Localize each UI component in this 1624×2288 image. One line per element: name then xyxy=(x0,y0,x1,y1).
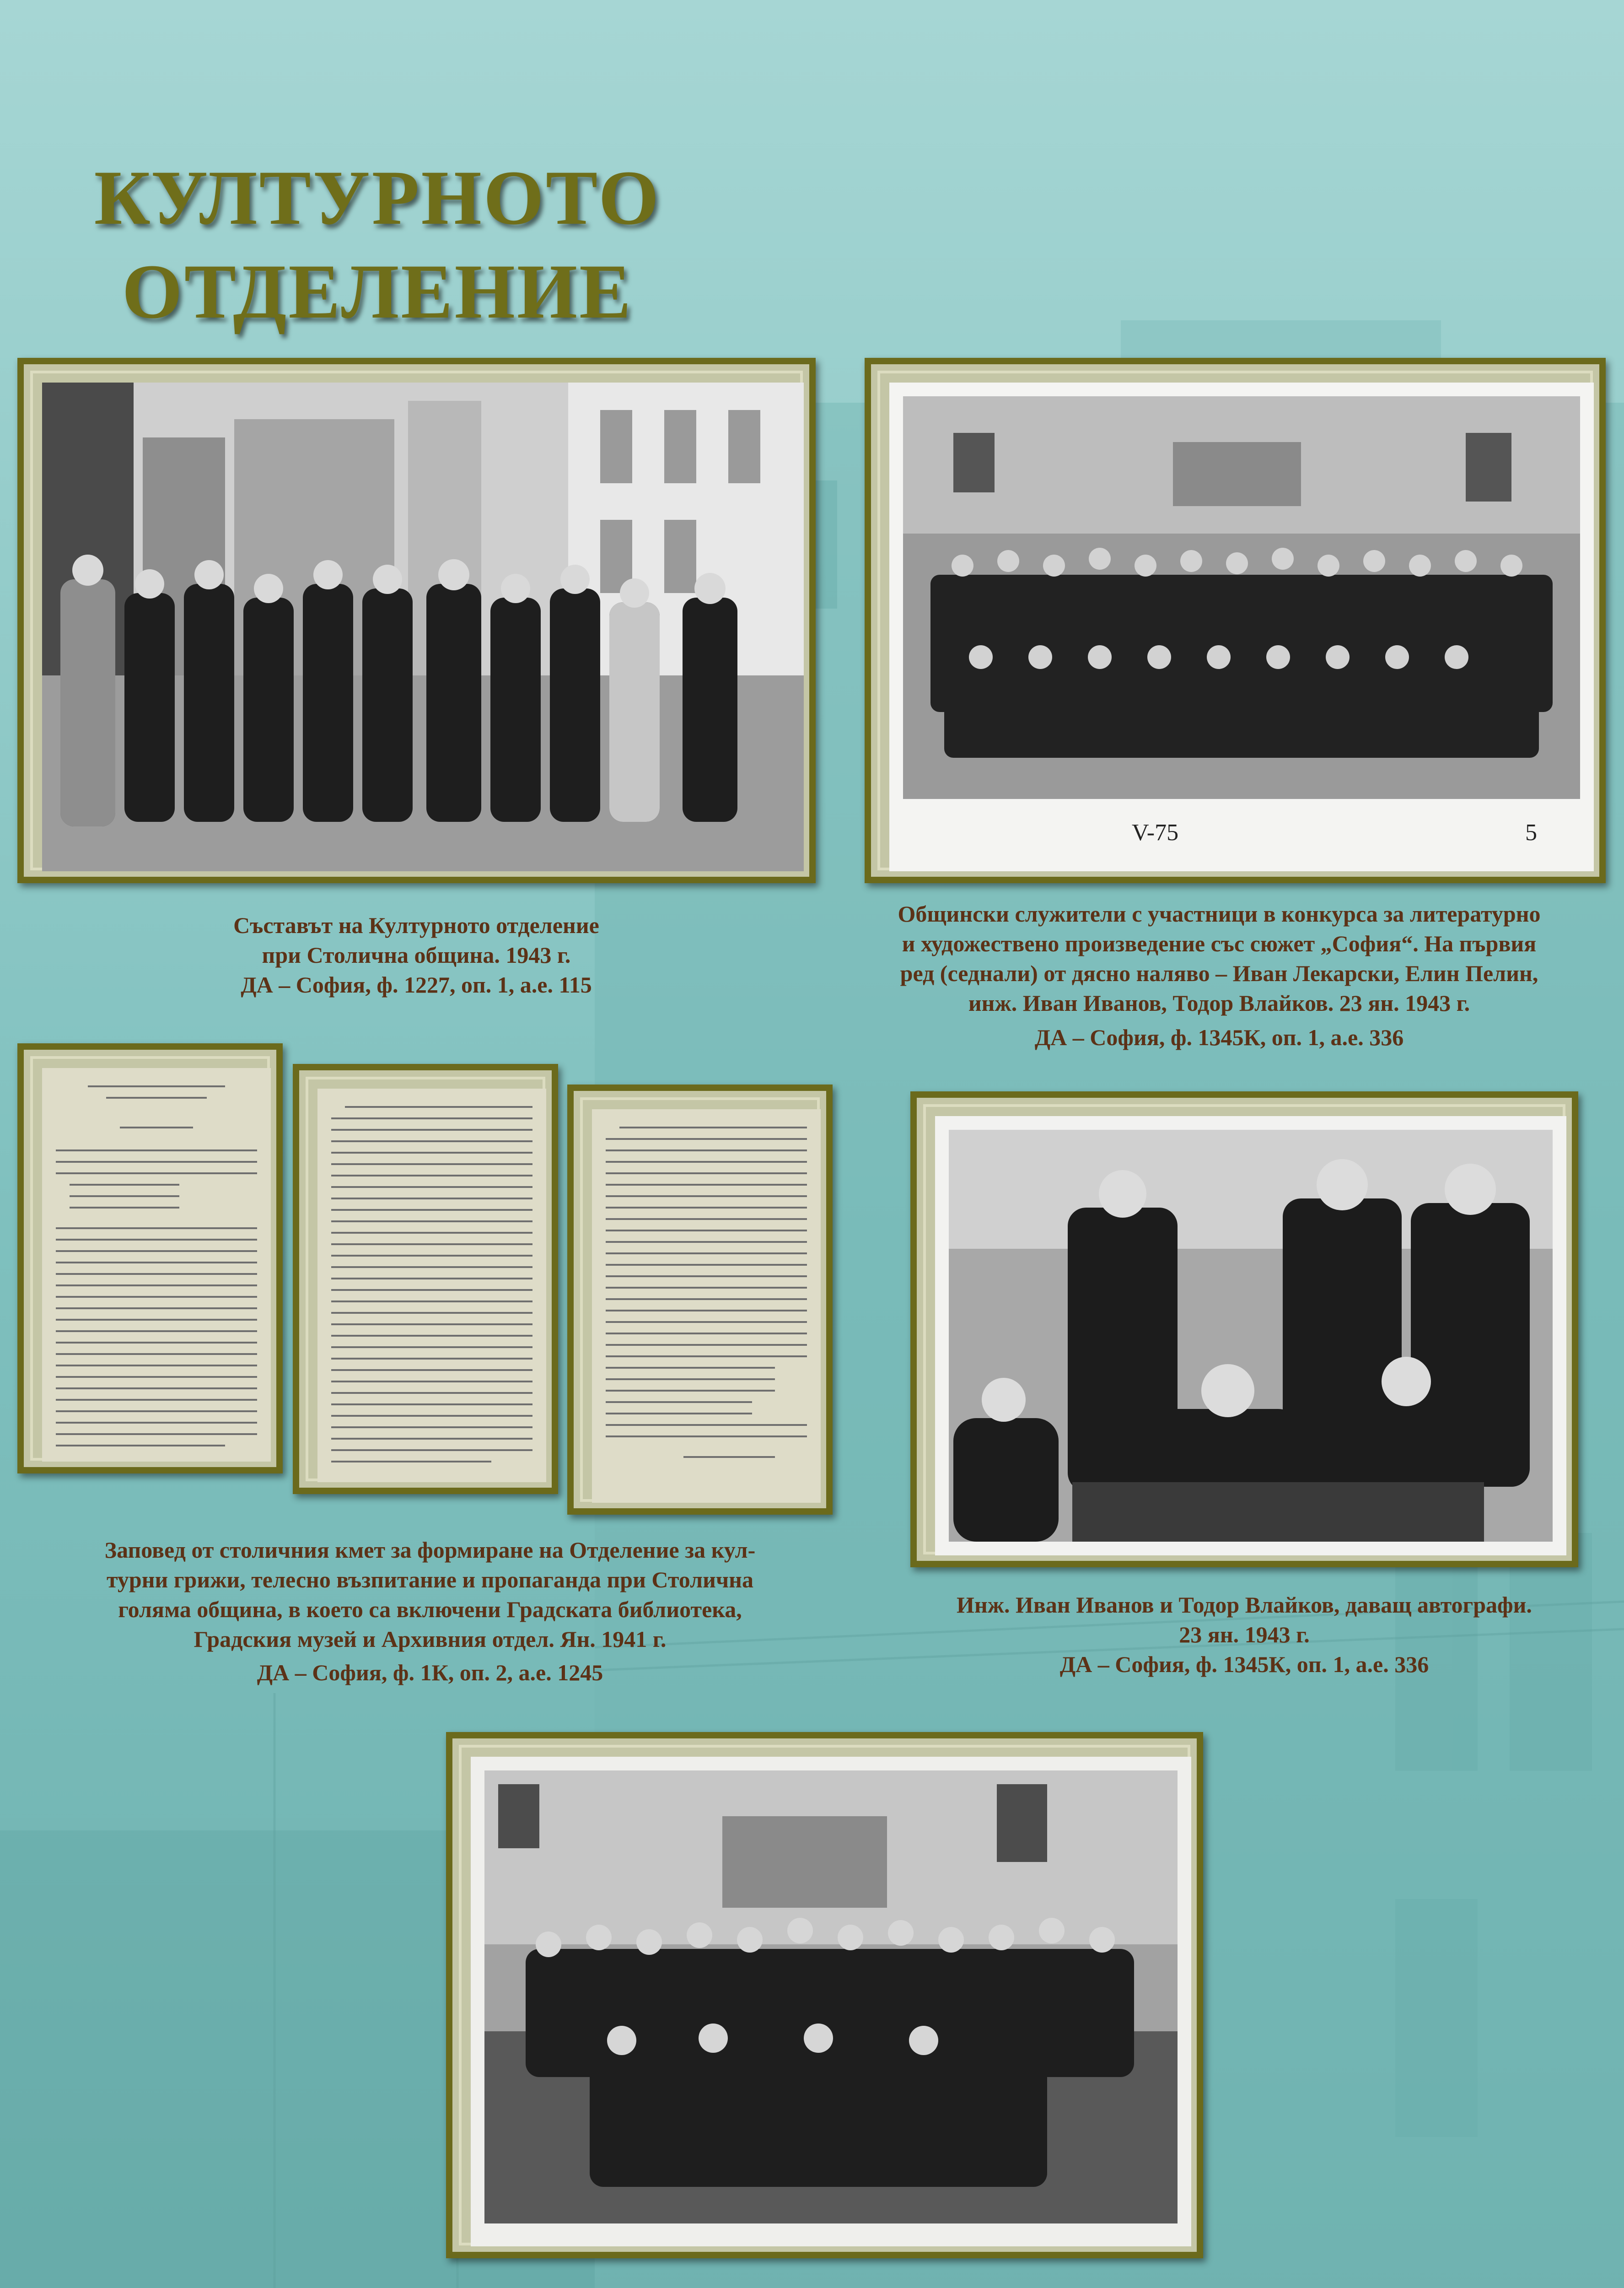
caption-photo-1-line1: Съставът на Културното отделение xyxy=(233,912,599,938)
caption-photo-2-source: ДА – София, ф. 1345К, оп. 1, а.е. 336 xyxy=(1034,1025,1404,1050)
photo-frame-1 xyxy=(17,358,816,883)
caption-documents-line1: Заповед от столичния кмет за формиране на Отделение за кул- xyxy=(104,1537,756,1563)
document-page-1 xyxy=(17,1043,283,1473)
caption-photo-2 xyxy=(833,899,1606,1052)
caption-photo-2-line4: инж. Иван Иванов, Тодор Влайков. 23 ян. 1943 г. xyxy=(968,990,1470,1016)
photo-meeting-hall xyxy=(889,383,1594,871)
caption-photo-3-line2: 23 ян. 1943 г. xyxy=(1179,1622,1310,1647)
page-title xyxy=(91,151,663,339)
document-page-2 xyxy=(293,1064,558,1494)
photo-frame-2 xyxy=(865,358,1606,883)
caption-photo-3-line1: Инж. Иван Иванов и Тодор Влайков, даващ автографи. xyxy=(957,1592,1532,1618)
photo-group-street xyxy=(42,383,804,871)
caption-documents-line2: турни грижи, телесно възпитание и пропаганда при Столична xyxy=(107,1567,753,1592)
caption-photo-1-source: ДА – София, ф. 1227, оп. 1, а.е. 115 xyxy=(241,972,592,998)
caption-photo-2-line2: и художествено произведение със сюжет „София“. На първия xyxy=(902,931,1537,956)
photo-2-handwritten-number: 5 xyxy=(1525,820,1537,846)
document-page-1-image xyxy=(42,1068,271,1462)
photo-autographs xyxy=(935,1116,1566,1555)
document-page-2-image xyxy=(317,1089,546,1482)
caption-photo-1-line2: при Столична община. 1943 г. xyxy=(262,942,571,968)
photo-frame-3 xyxy=(910,1091,1578,1567)
caption-photo-1 xyxy=(119,911,714,1000)
caption-photo-3-source: ДА – София, ф. 1345К, оп. 1, а.е. 336 xyxy=(1059,1651,1429,1677)
caption-photo-2-line1: Общински служители с участници в конкурса за литературно xyxy=(898,901,1541,927)
photo-frame-4 xyxy=(446,1732,1203,2258)
caption-documents xyxy=(27,1535,833,1688)
photo-awarded-group xyxy=(471,1757,1191,2246)
caption-documents-source: ДА – София, ф. 1К, оп. 2, а.е. 1245 xyxy=(257,1660,603,1685)
caption-photo-3 xyxy=(883,1590,1606,1679)
photo-2-handwritten-code: V-75 xyxy=(1132,820,1179,846)
page-title-line1: КУЛТУРНОТО xyxy=(94,155,661,241)
caption-documents-line3: голяма община, в което са включени Градската библиотека, xyxy=(118,1597,742,1622)
document-page-3 xyxy=(567,1085,833,1515)
document-page-3-image xyxy=(592,1109,821,1503)
caption-documents-line4: Градския музей и Архивния отдел. Ян. 1941 г. xyxy=(194,1626,667,1652)
page-title-line2: ОТДЕЛЕНИЕ xyxy=(122,248,633,335)
caption-photo-2-line3: ред (седнали) от дясно наляво – Иван Лекарски, Елин Пелин, xyxy=(900,961,1538,986)
